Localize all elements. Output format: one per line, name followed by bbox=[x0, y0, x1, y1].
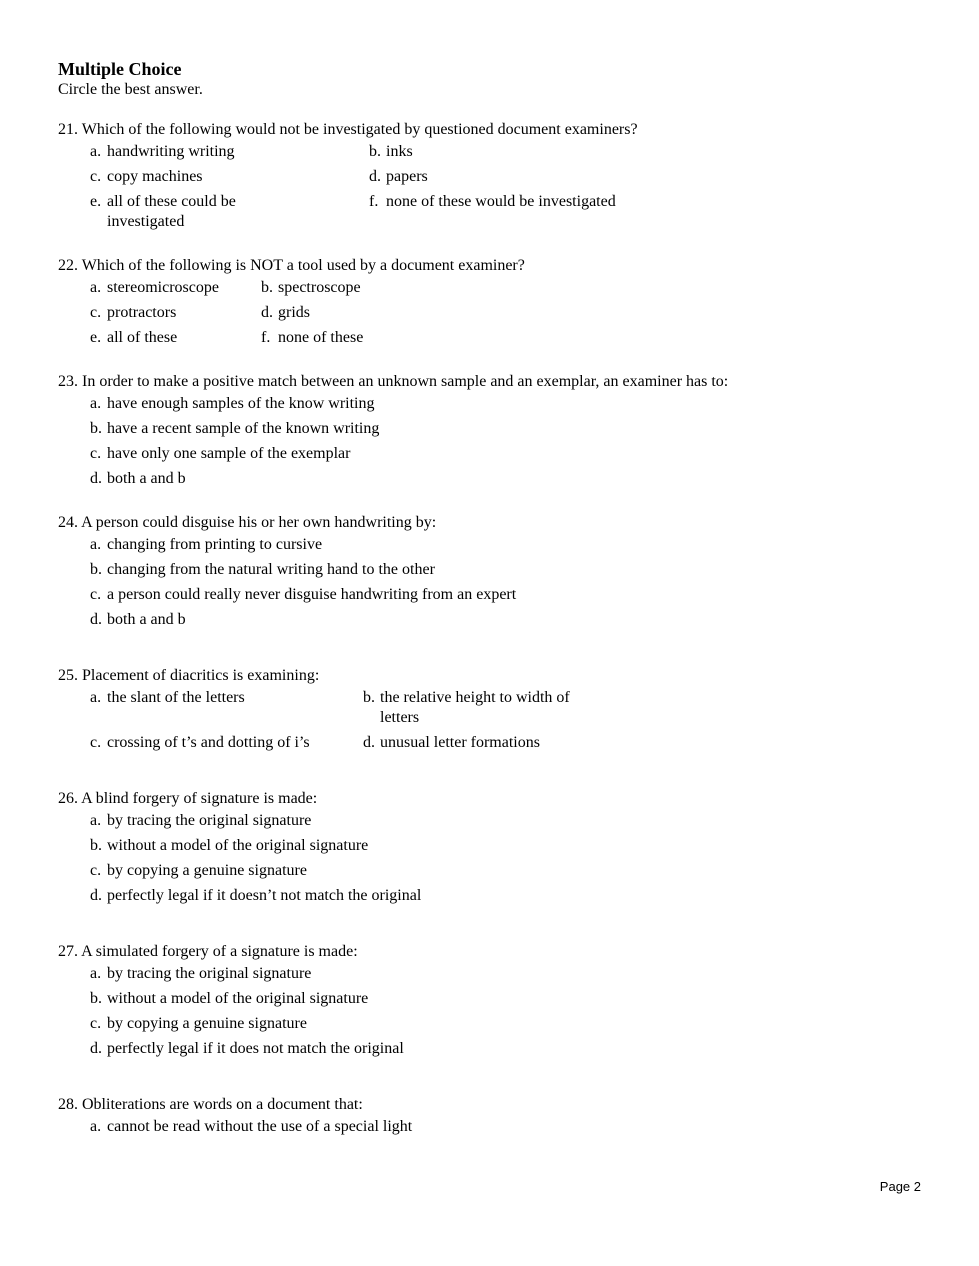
option-text: cannot be read without the use of a special light bbox=[107, 1118, 413, 1135]
options bbox=[58, 688, 918, 753]
option-a bbox=[90, 142, 369, 162]
option-c bbox=[90, 733, 363, 753]
option-letter: d. bbox=[90, 887, 102, 904]
options bbox=[58, 535, 918, 630]
question-23 bbox=[58, 372, 918, 489]
options bbox=[58, 142, 918, 232]
option-text: by copying a genuine signature bbox=[107, 1015, 307, 1032]
option-letter: a. bbox=[90, 965, 102, 982]
option-letter: c. bbox=[90, 304, 102, 321]
option-text: changing from the natural writing hand to the other bbox=[107, 561, 435, 578]
option-letter: c. bbox=[90, 1015, 102, 1032]
option-c bbox=[90, 303, 261, 323]
option-text: papers bbox=[386, 168, 428, 185]
document-page bbox=[58, 58, 918, 1161]
option-f bbox=[261, 328, 461, 348]
option-e bbox=[90, 328, 261, 348]
option-letter: e. bbox=[90, 329, 102, 346]
section-title: Multiple Choice bbox=[58, 59, 182, 79]
question-24 bbox=[58, 513, 918, 630]
option-letter: c. bbox=[90, 862, 102, 879]
option-text: have only one sample of the exemplar bbox=[107, 445, 351, 462]
option-text: without a model of the original signature bbox=[107, 990, 369, 1007]
option-text: none of these bbox=[278, 329, 364, 346]
option-a bbox=[90, 964, 550, 984]
options bbox=[58, 394, 918, 489]
option-letter: a. bbox=[90, 812, 102, 829]
options bbox=[58, 1117, 918, 1137]
option-letter: d. bbox=[90, 470, 102, 487]
option-text: changing from printing to cursive bbox=[107, 536, 323, 553]
option-letter: a. bbox=[90, 536, 102, 553]
option-d bbox=[369, 167, 669, 187]
option-text: a person could really never disguise handwriting from an expert bbox=[107, 586, 517, 603]
option-letter: a. bbox=[90, 689, 102, 706]
option-b bbox=[363, 688, 603, 728]
question-stem: 25. Placement of diacritics is examining: bbox=[58, 667, 320, 684]
option-text: have a recent sample of the known writing bbox=[107, 420, 380, 437]
option-b bbox=[261, 278, 461, 298]
option-text: both a and b bbox=[107, 470, 186, 487]
option-letter: c. bbox=[90, 168, 102, 185]
question-21 bbox=[58, 120, 918, 232]
option-letter: a. bbox=[90, 395, 102, 412]
option-text: without a model of the original signature bbox=[107, 837, 369, 854]
option-text: all of these bbox=[107, 329, 178, 346]
option-d bbox=[90, 1039, 550, 1059]
option-c bbox=[90, 585, 525, 605]
option-letter: c. bbox=[90, 734, 102, 751]
option-a bbox=[90, 688, 363, 728]
option-text: grids bbox=[278, 304, 310, 321]
option-a bbox=[90, 811, 550, 831]
option-text: copy machines bbox=[107, 168, 203, 185]
question-stem: 24. A person could disguise his or her own handwriting by: bbox=[58, 514, 437, 531]
question-22 bbox=[58, 256, 918, 348]
option-text: handwriting writing bbox=[107, 143, 235, 160]
option-c bbox=[90, 1014, 550, 1034]
option-d bbox=[363, 733, 603, 753]
options bbox=[58, 811, 918, 906]
question-stem: 27. A simulated forgery of a signature is made: bbox=[58, 943, 358, 960]
option-b bbox=[90, 419, 550, 439]
option-a bbox=[90, 1117, 550, 1137]
option-letter: b. bbox=[90, 561, 102, 578]
option-text: both a and b bbox=[107, 611, 186, 628]
option-letter: b. bbox=[363, 689, 375, 706]
option-c bbox=[90, 167, 369, 187]
option-letter: b. bbox=[90, 990, 102, 1007]
question-stem: 26. A blind forgery of signature is made: bbox=[58, 790, 318, 807]
option-text: all of these could be investigated bbox=[107, 193, 236, 230]
option-text: the relative height to width of letters bbox=[380, 689, 570, 726]
option-text: have enough samples of the know writing bbox=[107, 395, 375, 412]
option-letter: d. bbox=[261, 304, 273, 321]
option-a bbox=[90, 278, 261, 298]
option-b bbox=[90, 989, 550, 1009]
option-b bbox=[369, 142, 669, 162]
page-number: Page 2 bbox=[879, 1179, 921, 1194]
option-letter: d. bbox=[90, 611, 102, 628]
option-letter: c. bbox=[90, 445, 102, 462]
option-text: perfectly legal if it doesn’t not match the original bbox=[107, 887, 422, 904]
option-b bbox=[90, 560, 550, 580]
question-25 bbox=[58, 666, 918, 753]
options bbox=[58, 278, 918, 348]
option-letter: a. bbox=[90, 279, 102, 296]
option-b bbox=[90, 836, 550, 856]
question-27 bbox=[58, 942, 918, 1059]
option-letter: e. bbox=[90, 193, 102, 210]
question-stem: 23. In order to make a positive match between an unknown sample and an exemplar, an examiner has to: bbox=[58, 373, 729, 390]
option-text: stereomicroscope bbox=[107, 279, 219, 296]
option-letter: b. bbox=[90, 837, 102, 854]
option-letter: b. bbox=[261, 279, 273, 296]
option-text: perfectly legal if it does not match the original bbox=[107, 1040, 404, 1057]
option-letter: b. bbox=[369, 143, 381, 160]
option-letter: f. bbox=[369, 193, 379, 210]
option-letter: a. bbox=[90, 1118, 102, 1135]
option-text: crossing of t’s and dotting of i’s bbox=[107, 734, 310, 751]
question-26 bbox=[58, 789, 918, 906]
option-a bbox=[90, 535, 550, 555]
option-text: inks bbox=[386, 143, 413, 160]
option-text: the slant of the letters bbox=[107, 689, 245, 706]
option-text: by tracing the original signature bbox=[107, 812, 312, 829]
question-stem: 22. Which of the following is NOT a tool used by a document examiner? bbox=[58, 257, 525, 274]
option-letter: f. bbox=[261, 329, 271, 346]
option-letter: a. bbox=[90, 143, 102, 160]
option-text: protractors bbox=[107, 304, 177, 321]
option-text: by tracing the original signature bbox=[107, 965, 312, 982]
option-d bbox=[90, 610, 550, 630]
option-letter: d. bbox=[90, 1040, 102, 1057]
instructions: Circle the best answer. bbox=[58, 81, 203, 98]
option-text: by copying a genuine signature bbox=[107, 862, 307, 879]
option-letter: b. bbox=[90, 420, 102, 437]
option-c bbox=[90, 861, 550, 881]
option-letter: d. bbox=[363, 734, 375, 751]
options bbox=[58, 964, 918, 1059]
question-stem: 21. Which of the following would not be investigated by questioned document examiners? bbox=[58, 121, 638, 138]
option-c bbox=[90, 444, 550, 464]
option-text: none of these would be investigated bbox=[386, 193, 616, 210]
option-a bbox=[90, 394, 550, 414]
option-d bbox=[261, 303, 461, 323]
option-e bbox=[90, 192, 369, 232]
option-text: unusual letter formations bbox=[380, 734, 540, 751]
option-d bbox=[90, 886, 550, 906]
option-text: spectroscope bbox=[278, 279, 361, 296]
question-stem: 28. Obliterations are words on a document that: bbox=[58, 1096, 363, 1113]
option-letter: d. bbox=[369, 168, 381, 185]
option-letter: c. bbox=[90, 586, 102, 603]
option-f bbox=[369, 192, 669, 232]
question-28 bbox=[58, 1095, 918, 1137]
option-d bbox=[90, 469, 550, 489]
